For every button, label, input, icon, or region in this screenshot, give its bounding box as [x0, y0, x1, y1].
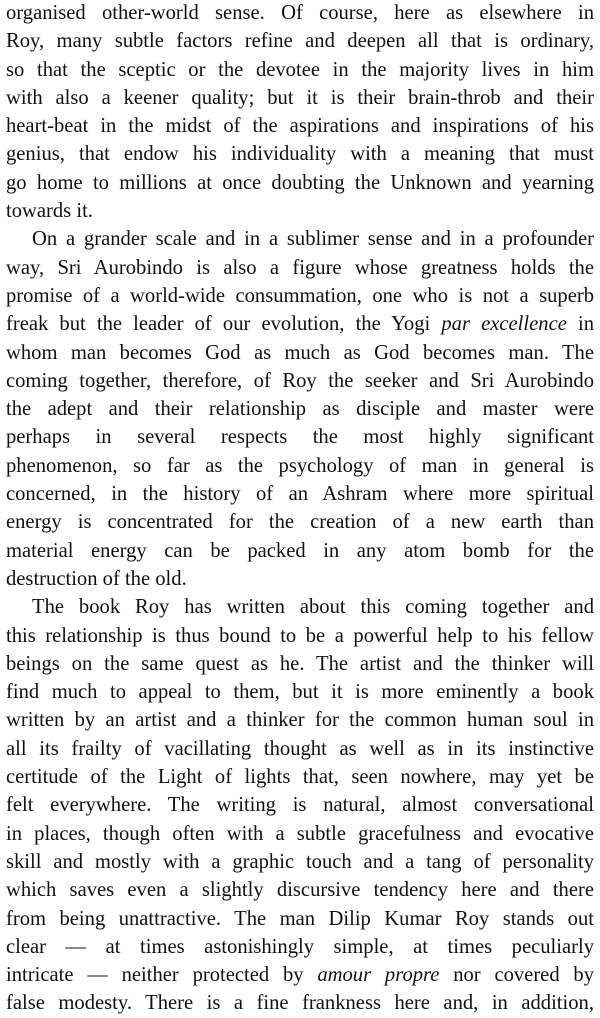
text-line: phenomenon, so far as the psychology of man in general is: [6, 454, 594, 477]
text-line: the adept and their relationship as disciple and master were: [6, 398, 594, 421]
text-line: go home to millions at once doubting the Unknown and yearning: [6, 171, 594, 194]
text-line: so that the sceptic or the devotee in the majority lives in him: [6, 58, 594, 81]
text-line: which saves even a slightly discursive tendency here and there: [6, 879, 594, 902]
body-text: [6, 0, 594, 1018]
text-line: destruction of the old.: [6, 567, 187, 590]
text-line: felt everywhere. The writing is natural, almost conversational: [6, 794, 594, 817]
text-line: [6, 961, 594, 989]
text-line: heart-beat in the midst of the aspirations and inspirations of his: [6, 115, 594, 138]
text-line: beings on the same quest as he. The artist and the thinker will: [6, 652, 594, 675]
text-line: skill and mostly with a graphic touch and a tang of personality: [6, 850, 594, 873]
text-segment: in: [566, 313, 594, 336]
text-line: The book Roy has written about this coming together and: [32, 596, 594, 619]
text-line: false modesty. There is a fine frankness here and, in addition,: [6, 992, 594, 1015]
text-line: certitude of the Light of lights that, seen nowhere, may yet be: [6, 766, 594, 789]
text-segment: intricate — neither protected by: [6, 964, 318, 987]
text-line: organised other-world sense. Of course, here as elsewhere in: [6, 2, 594, 24]
text-line: energy is concentrated for the creation of a new earth than: [6, 511, 594, 534]
italic-phrase: par excellence: [441, 313, 567, 336]
text-line: way, Sri Aurobindo is also a figure whose greatness holds the: [6, 256, 594, 279]
text-line: clear — at times astonishingly simple, at times peculiarly: [6, 935, 594, 958]
text-line: all its frailty of vacillating thought as well as in its instinctive: [6, 737, 594, 760]
text-line: in places, though often with a subtle gracefulness and evocative: [6, 822, 594, 845]
italic-phrase: amour propre: [317, 964, 440, 987]
text-segment: nor covered by: [439, 964, 594, 987]
text-line: written by an artist and a thinker for the common human soul in: [6, 709, 594, 732]
text-segment: freak but the leader of our evolution, the Yogi: [6, 313, 442, 336]
text-line: whom man becomes God as much as God becomes man. The: [6, 341, 594, 364]
text-line: Roy, many subtle factors refine and deepen all that is ordinary,: [6, 30, 594, 53]
text-line: On a grander scale and in a sublimer sense and in a profounder: [32, 228, 594, 251]
text-line: find much to appeal to them, but it is more eminently a book: [6, 681, 594, 704]
text-line: concerned, in the history of an Ashram where more spiritual: [6, 483, 594, 506]
text-line: coming together, therefore, of Roy the seeker and Sri Aurobindo: [6, 369, 594, 392]
text-line: perhaps in several respects the most highly significant: [6, 426, 594, 449]
text-line: genius, that endow his individuality with a meaning that must: [6, 143, 594, 166]
text-line: [6, 310, 594, 338]
text-line: this relationship is thus bound to be a powerful help to his fellow: [6, 624, 594, 647]
text-line: with also a keener quality; but it is their brain-throb and their: [6, 86, 594, 109]
text-line: from being unattractive. The man Dilip Kumar Roy stands out: [6, 907, 594, 930]
text-line: towards it.: [6, 200, 93, 223]
text-line: promise of a world-wide consummation, one who is not a superb: [6, 284, 594, 307]
text-line: material energy can be packed in any atom bomb for the: [6, 539, 594, 562]
